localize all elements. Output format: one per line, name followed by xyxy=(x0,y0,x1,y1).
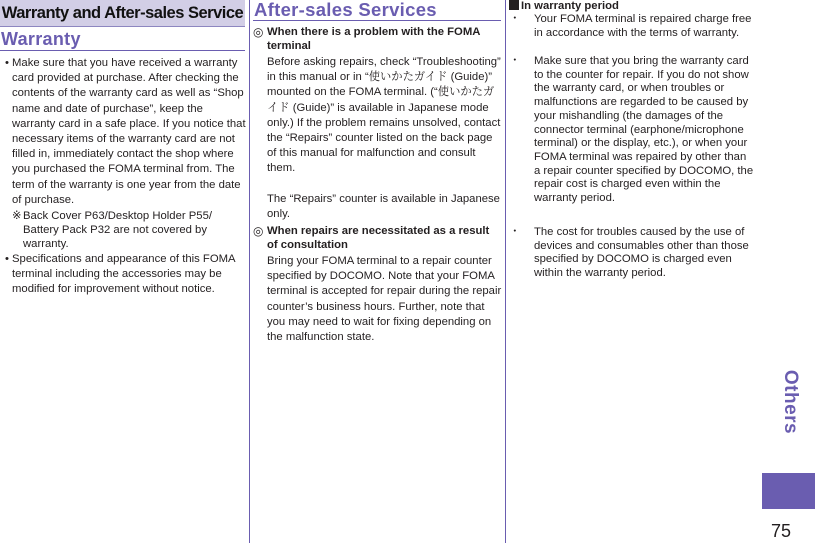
warranty-period-item-3-text: The cost for troubles caused by the use of devices and consumables other than those specified by DOCOMO is charged even within the warranty period. xyxy=(534,226,749,280)
warranty-bullet-1-text: Make sure that you have received a warranty card provided at purchase. After checking the contents of the warranty card as well as “Shop name and date of purchase”, keep the warranty card in a safe place. If you notice that necessary items of the warranty card are not filled in, immediately contact the shop where you purchased the FOMA terminal from. The term of the warranty is one year from the date of purchase. xyxy=(12,57,246,206)
double-circle-icon: ◎ xyxy=(253,25,264,39)
right-column xyxy=(509,0,755,543)
warranty-bullet-2-text: Specifications and appearance of this FOMA terminal including the accessories may be modified for improvement without notice. xyxy=(12,253,235,296)
bullet-icon: • xyxy=(5,253,9,265)
warranty-heading: Warranty xyxy=(1,29,81,49)
column-divider-left xyxy=(249,0,250,543)
warranty-heading-rule xyxy=(0,50,245,51)
dot-icon: ･ xyxy=(512,226,518,238)
bullet-icon: • xyxy=(5,57,9,69)
warranty-period-item-2-text: Make sure that you bring the warranty card to the counter for repair. If you do not show the warranty card, or when troubles or malfunctions are regarded to be caused by your mishandling (the damages of the connector terminal (earphone/microphone terminal) or the display, etc.), or when your FOMA terminal was repaired by other than a repair counter specified by DOCOMO, the repair cost is charged even within the warranty period. xyxy=(534,55,754,205)
square-bullet-icon xyxy=(509,0,519,10)
repairs-language-note: The “Repairs” counter is available in Japanese only. xyxy=(267,193,500,221)
subhead-repairs-title: When repairs are necessitated as a result of consultation xyxy=(267,225,490,251)
warranty-note xyxy=(12,209,246,251)
dot-icon: ･ xyxy=(512,55,518,67)
dot-icon: ･ xyxy=(512,13,518,25)
warranty-note-text: Back Cover P63/Desktop Holder P55/ Battery Pack P32 are not covered by warranty. xyxy=(23,210,213,250)
subhead-repairs xyxy=(253,224,503,252)
column-divider-right xyxy=(505,0,506,543)
warranty-bullet-1 xyxy=(0,56,246,208)
problem-paragraph: Before asking repairs, check “Troubleshooting” in this manual or in “使いかたガイド (Guide)” mounted on the FOMA terminal. (“使いかたガイド (Guide)” is available in Japanese mode only.) If the problem remains unsolved, contact the “Repairs” counter listed on the back page of this manual for malfunction and consult them. xyxy=(267,56,501,175)
reference-mark-icon: ※ xyxy=(12,210,22,222)
side-tab-label: Others xyxy=(780,369,801,435)
double-circle-icon: ◎ xyxy=(253,224,264,238)
after-sales-heading-rule xyxy=(253,20,501,21)
side-tab-block xyxy=(762,473,815,509)
subhead-problem xyxy=(253,25,503,53)
page-number: 75 xyxy=(771,521,792,541)
warranty-period-label: In warranty period xyxy=(521,0,619,12)
warranty-period-item-1-text: Your FOMA terminal is repaired charge free in accordance with the terms of warranty. xyxy=(534,13,752,39)
left-column xyxy=(0,0,246,543)
section-title: Warranty and After-sales Service xyxy=(0,0,245,27)
warranty-period-item-2 xyxy=(509,55,755,206)
warranty-period-item-3 xyxy=(509,226,755,281)
repairs-paragraph: Bring your FOMA terminal to a repair counter specified by DOCOMO. Note that your FOMA terminal is accepted for repair during the repair counter’s business hours. Further, note that you may need to wait for fixing depending on the malfunction state. xyxy=(267,255,502,344)
subhead-problem-title: When there is a problem with the FOMA terminal xyxy=(267,26,480,52)
warranty-bullet-2 xyxy=(0,252,246,298)
middle-column xyxy=(253,0,503,543)
warranty-period-item-1 xyxy=(509,13,755,40)
after-sales-heading: After-sales Services xyxy=(254,0,437,20)
